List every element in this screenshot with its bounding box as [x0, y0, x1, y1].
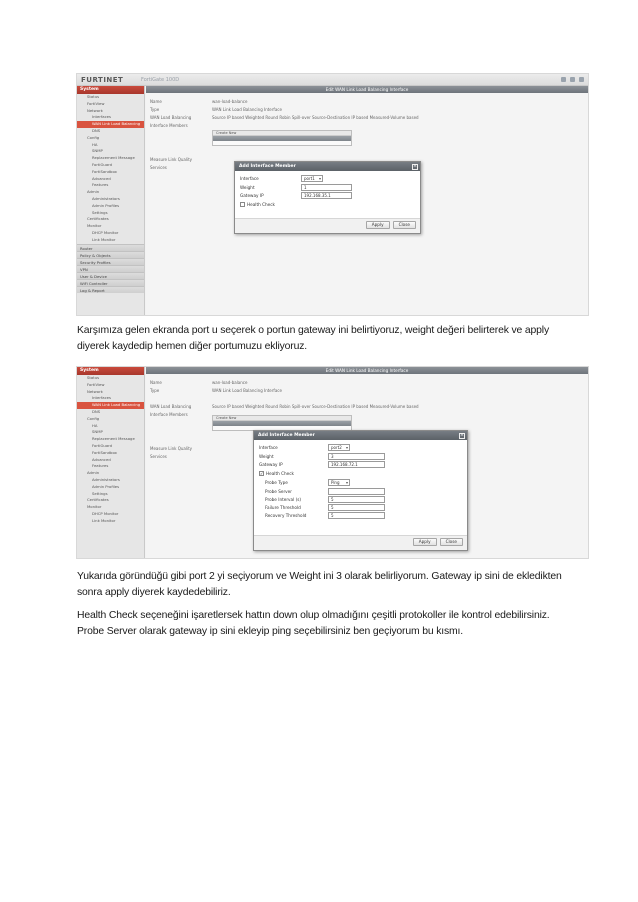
- gateway-label: Gateway IP: [240, 193, 264, 198]
- nav-dns[interactable]: DNS: [92, 408, 101, 414]
- nav-advanced[interactable]: Advanced: [92, 456, 111, 462]
- user-icon[interactable]: [570, 77, 575, 82]
- interface-label: Interface: [259, 445, 278, 450]
- table-header: [213, 421, 351, 426]
- nav-admin[interactable]: Admin: [87, 470, 100, 476]
- nav-config[interactable]: Config: [87, 134, 100, 140]
- field-name: Name wan-load-balance: [150, 380, 248, 385]
- dialog-title: Add Interface Member: [235, 162, 420, 171]
- fortinet-logo: FURTINET: [81, 76, 124, 84]
- field-members: Interface Members: [150, 123, 188, 128]
- nav-link-monitor[interactable]: Link Monitor: [92, 517, 116, 523]
- section-security-profiles[interactable]: Security Profiles: [77, 258, 144, 265]
- field-members: Interface Members: [150, 412, 188, 417]
- measure-link-quality[interactable]: Measure Link Quality: [150, 446, 193, 451]
- nav-settings[interactable]: Settings: [92, 209, 108, 215]
- nav-dhcp-monitor[interactable]: DHCP Monitor: [92, 229, 119, 235]
- nav-features[interactable]: Features: [92, 182, 109, 188]
- health-check-checkbox[interactable]: [240, 202, 245, 207]
- weight-label: Weight: [240, 185, 255, 190]
- nav-interfaces[interactable]: Interfaces: [92, 114, 111, 120]
- field-type: Type WAN Link Load Balancing Interface: [150, 388, 282, 393]
- recovery-threshold-label: Recovery Threshold: [265, 513, 307, 518]
- members-table: [212, 130, 352, 146]
- create-new-button[interactable]: Create New: [213, 131, 351, 136]
- measure-link-quality[interactable]: Measure Link Quality: [150, 157, 193, 162]
- gateway-label: Gateway IP: [259, 462, 283, 467]
- toolbar-icons: [561, 77, 584, 82]
- close-icon[interactable]: ×: [413, 163, 417, 169]
- nav-administrators[interactable]: Administrators: [92, 195, 120, 201]
- services-row: Services: [150, 454, 167, 459]
- health-check-label: Health Check: [266, 471, 294, 476]
- main-panel: [146, 367, 588, 558]
- close-button[interactable]: Close: [440, 538, 463, 546]
- table-header: [213, 136, 351, 141]
- nav-interfaces[interactable]: Interfaces: [92, 395, 111, 401]
- probe-interval-label: Probe Interval (s): [265, 497, 302, 502]
- field-wan-lb: WAN Load Balancing Source IP based Weighted Round Robin Spill-over Source-Destination IP based Measured-Volume based: [150, 115, 419, 120]
- page-header: Edit WAN Link Load Balancing Interface: [146, 367, 588, 374]
- nav-status[interactable]: Status: [87, 94, 100, 99]
- top-bar: [77, 74, 588, 86]
- health-check-label: Health Check: [247, 202, 275, 207]
- interface-select[interactable]: port2 ▾: [328, 444, 350, 451]
- nav-snmp[interactable]: SNMP: [92, 148, 103, 154]
- weight-input[interactable]: 1: [301, 184, 352, 191]
- dialog-title: Add Interface Member: [254, 431, 467, 440]
- nav-replacement-message[interactable]: Replacement Message: [92, 436, 135, 442]
- section-policy-objects[interactable]: Policy & Objects: [77, 251, 144, 258]
- apply-button[interactable]: Apply: [366, 221, 390, 229]
- weight-label: Weight: [259, 454, 274, 459]
- close-button[interactable]: Close: [393, 221, 416, 229]
- nav-replacement-message[interactable]: Replacement Message: [92, 155, 135, 161]
- members-table: [212, 415, 352, 431]
- nav-network[interactable]: Network: [87, 388, 103, 394]
- paragraph-2: Yukarıda göründüğü gibi port 2 yi seçiyorum ve Weight ini 3 olarak belirliyorum. Gateway ip sini de ekledikten sonra apply diyerek kaydedebiliriz.: [77, 571, 562, 598]
- section-vpn[interactable]: VPN: [77, 265, 144, 272]
- nav-ha[interactable]: HA: [92, 141, 98, 147]
- help-icon[interactable]: [561, 77, 566, 82]
- sidebar-header[interactable]: System: [77, 367, 144, 375]
- section-wifi-controller[interactable]: WiFi Controller: [77, 279, 144, 286]
- device-name: FortiGate 100D: [141, 77, 180, 83]
- section-user-device[interactable]: User & Device: [77, 272, 144, 279]
- nav-wan-llb[interactable]: WAN Link Load Balancing: [77, 121, 144, 128]
- probe-server-label: Probe Server: [265, 489, 292, 494]
- nav-advanced[interactable]: Advanced: [92, 175, 111, 181]
- nav-fortiguard[interactable]: FortiGuard: [92, 161, 113, 167]
- add-interface-dialog: [234, 161, 421, 234]
- probe-type-select[interactable]: Ping ▾: [328, 479, 350, 486]
- nav-dns[interactable]: DNS: [92, 127, 101, 133]
- probe-server-input[interactable]: [328, 488, 385, 495]
- nav-fortisandbox[interactable]: FortiSandbox: [92, 168, 117, 174]
- dialog-buttons: [413, 538, 463, 546]
- nav-settings[interactable]: Settings: [92, 490, 108, 496]
- probe-interval-input[interactable]: 5: [328, 496, 385, 503]
- dialog-buttons: [366, 221, 416, 229]
- interface-label: Interface: [240, 176, 259, 181]
- close-icon[interactable]: ×: [460, 432, 464, 438]
- screenshot-1: [76, 73, 589, 316]
- apply-button[interactable]: Apply: [413, 538, 437, 546]
- nav-admin[interactable]: Admin: [87, 189, 100, 195]
- paragraph-3: Health Check seçeneğini işaretlersek hattın down olup olmadığını çeşitli protokoller ile kontrol edebilirsiniz. Probe Server olarak gateway ip sini ekleyip ping seçebilirsiniz ben geçiyorum bu kısmı.: [77, 610, 550, 637]
- nav-wan-llb[interactable]: WAN Link Load Balancing: [77, 402, 144, 409]
- gateway-input[interactable]: 192.168.72.1: [328, 461, 385, 468]
- nav-network[interactable]: Network: [87, 107, 103, 113]
- field-wan-lb: WAN Load Balancing Source IP based Weighted Round Robin Spill-over Source-Destination IP based Measured-Volume based: [150, 404, 419, 409]
- sidebar: [77, 86, 145, 315]
- nav-certificates[interactable]: Certificates: [87, 216, 109, 222]
- add-interface-dialog: [253, 430, 468, 551]
- nav-fortiview[interactable]: FortiView: [87, 381, 105, 387]
- failure-threshold-label: Failure Threshold: [265, 505, 301, 510]
- sidebar-header[interactable]: System: [77, 86, 144, 94]
- field-type: Type WAN Link Load Balancing Interface: [150, 107, 282, 112]
- nav-monitor[interactable]: Monitor: [87, 504, 102, 510]
- nav-fortiview[interactable]: FortiView: [87, 100, 105, 106]
- screenshot-2: [76, 366, 589, 559]
- interface-select[interactable]: port1 ▾: [301, 175, 323, 182]
- gateway-input[interactable]: 192.168.35.1: [301, 192, 352, 199]
- nav-ha[interactable]: HA: [92, 422, 98, 428]
- sidebar: [77, 367, 145, 558]
- nav-administrators[interactable]: Administrators: [92, 476, 120, 482]
- field-name: Name wan-load-balance: [150, 99, 248, 104]
- section-router[interactable]: Router: [77, 244, 144, 251]
- nav-monitor[interactable]: Monitor: [87, 223, 102, 229]
- page-header: Edit WAN Link Load Balancing Interface: [146, 86, 588, 93]
- services-row: Services: [150, 165, 167, 170]
- nav-snmp[interactable]: SNMP: [92, 429, 103, 435]
- nav-certificates[interactable]: Certificates: [87, 497, 109, 503]
- nav-config[interactable]: Config: [87, 415, 100, 421]
- section-log-report[interactable]: Log & Report: [77, 286, 144, 293]
- failure-threshold-input[interactable]: 5: [328, 504, 385, 511]
- nav-admin-profiles[interactable]: Admin Profiles: [92, 202, 120, 208]
- nav-fortisandbox[interactable]: FortiSandbox: [92, 449, 117, 455]
- create-new-button[interactable]: Create New: [213, 416, 351, 421]
- nav-status[interactable]: Status: [87, 375, 100, 380]
- nav-link-monitor[interactable]: Link Monitor: [92, 236, 116, 242]
- recovery-threshold-input[interactable]: 5: [328, 512, 385, 519]
- probe-type-label: Probe Type: [265, 480, 288, 485]
- health-check-checkbox[interactable]: ✓: [260, 471, 264, 476]
- logout-icon[interactable]: [579, 77, 584, 82]
- nav-fortiguard[interactable]: FortiGuard: [92, 442, 113, 448]
- paragraph-1: Karşımıza gelen ekranda port u seçerek o portun gateway ini belirtiyoruz, weight değeri belirterek ve apply diyerek kaydedip hemen diğer portumuzu ekliyoruz.: [77, 325, 549, 352]
- nav-features[interactable]: Features: [92, 463, 109, 469]
- weight-input[interactable]: 3: [328, 453, 385, 460]
- main-panel: [146, 86, 588, 315]
- nav-dhcp-monitor[interactable]: DHCP Monitor: [92, 510, 119, 516]
- nav-admin-profiles[interactable]: Admin Profiles: [92, 483, 120, 489]
